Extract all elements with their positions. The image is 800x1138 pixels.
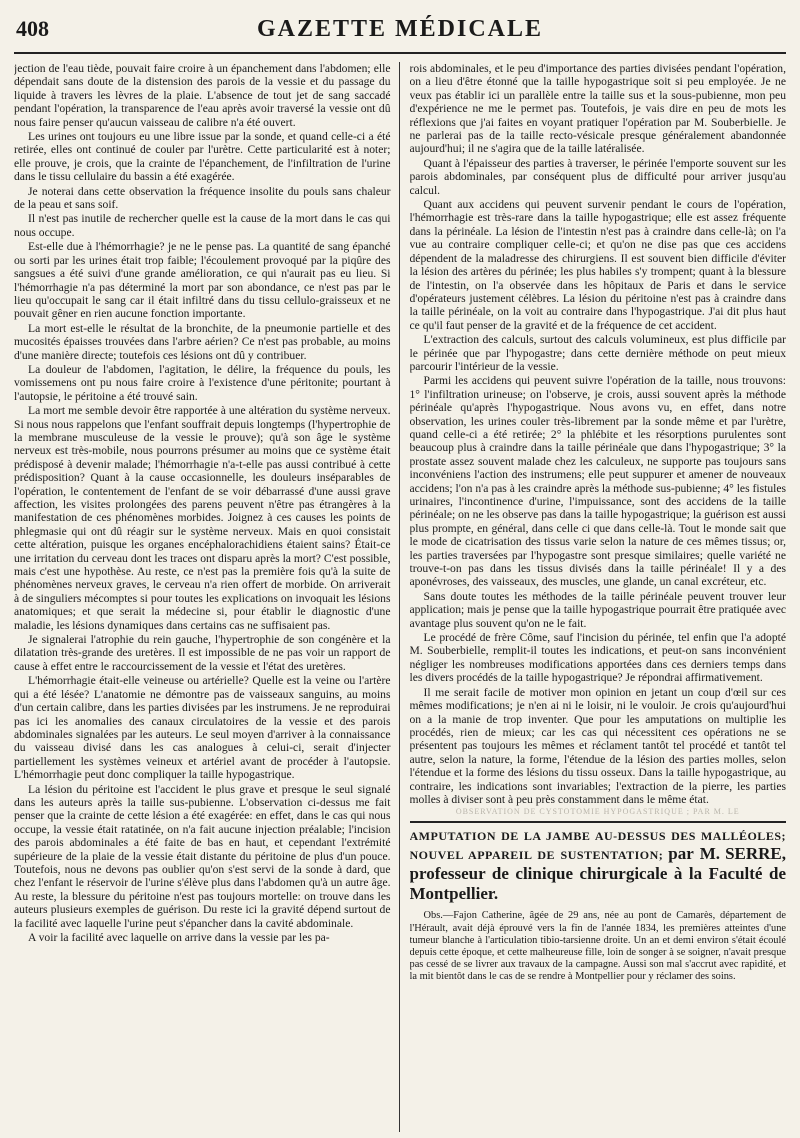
paragraph: Il me serait facile de motiver mon opinion en jetant un coup d'œil sur ces mêmes modifications; je n'en ai ni le loisir, ni le vouloir. Je crois qu'aujourd'hui on a la manie de trop inventer. Que pour les amputations on multiplie les procédés, rien de mieux; car les cas qui nécessitent ces opérations ne se présentent pas toujours les mêmes et réclament tantôt tel procédé et tantôt tel autre, selon la nature, la forme, l'étendue de la lésion des parties molles, selon l'étendue et la forme des lésions du tissu osseux. Dans la taille hypogastrique, au contraire, les indications sont invariables; l'extraction de la pierre, les parties molles à diviser sont à peu près constamment dans le même état. [409, 685, 786, 806]
paragraph: A voir la facilité avec laquelle on arrive dans la vessie par les pa- [28, 931, 330, 944]
paragraph: Il n'est pas inutile de rechercher quelle est la cause de la mort dans le cas qui nous occupe. [14, 212, 391, 239]
author-prefix: par M. [668, 844, 721, 864]
paragraph: Le procédé de frère Côme, sauf l'incision du périnée, tel enfin que l'a adopté M. Souberbielle, remplit-il toutes les indications, et peut-on sans inconvénient négliger les nombreuses modifications apportées dans ces derniers temps dans les divers procédés de la taille hypogastrique? Je répondrai affirmativement. [409, 631, 786, 685]
text-columns [14, 62, 786, 1132]
paragraph: Je noterai dans cette observation la fréquence insolite du pouls sans chaleur de la peau et sans soif. [14, 184, 391, 212]
paragraph: L'extraction des calculs, surtout des calculs volumineux, est plus difficile par le périnée que par l'hypogastre; dans cette dernière méthode on peut mieux parcourir l'intérieur de la vessie. [409, 333, 786, 373]
paragraph: La lésion du péritoine est l'accident le plus grave et presque le seul signalé dans les auteurs après la taille sus-pubienne. L'observation ci-dessus me fait penser que la crainte de cette lésion a été exagérée: en effet, dans le cas qui nous occupe, la vessie était ratatinée, on n'a fait aucune injection préalable; l'incision des parois abdominales a été faite de bas en haut, et cependant l'extrémité supérieure de la plaie de la vessie était distante du péritoine de plus d'un pouce. Toutefois, nous ne devons pas oublier qu'on s'est servi de la sonde à dard, que chez l'enfant le réservoir de l'urine s'élève plus dans l'abdomen qu'à un autre âge. Au reste, la blessure du péritoine n'est pas toujours mortelle: on trouve dans les auteurs plusieurs exemples de guérison. Du reste ici la gravité dépend surtout de la facilité avec laquelle l'urine peut s'épancher dans la cavité abdominale. [14, 782, 391, 930]
paragraph: Les urines ont toujours eu une libre issue par la sonde, et quand celle-ci a été retirée, elles ont continué de couler par l'urètre. Cette particularité est à noter; elle prouve, je crois, que la crainte de l'épanchement, de l'infiltration de l'urine dans le tissu cellulaire du bassin a été exagérée. [14, 130, 391, 184]
page-number: 408 [16, 16, 49, 41]
section-divider [410, 821, 787, 823]
faded-show-through-line: OBSERVATION DE CYSTOTOMIE HYPOGASTRIQUE ; PAR M. LE [455, 807, 740, 817]
journal-title: GAZETTE MÉDICALE [256, 16, 544, 42]
paragraph: La mort me semble devoir être rapportée à une altération du système nerveux. Si nous nous rappelons que l'enfant souffrait depuis longtemps (l'hypertrophie de la membrane musculeuse de la vessie le prouve); qu'à son âge le système nerveux est très-mobile, nous pourrons présumer au moins que ce système était prédisposé à devenir malade; l'hémorrhagie n'a-t-elle pas aussi contribué à cette prédisposition? Quant à la cause occasionnelle, les douleurs inséparables de l'opération, le contentement de l'enfant de se voir débarrassé d'une aussi grave affection, les visites prolongées des parens peuvent n'être pas étrangères à la manifestation de ces phénomènes morbides. Joignez à ces causes les points de phlegmasie qui ont dû réagir sur le système nerveux. Mais en quoi consistait cette altération, puisque les organes encéphalorachidiens étaient sains? Était-ce une irritation du cerveau dont les traces ont disparu après la mort? C'est possible, mais c'est une hypothèse. Au reste, ce n'est pas la première fois qu'à la suite de phénomènes nerveux graves, le cerveau n'a rien offert de morbide. On arriverait à de singuliers mécomptes si pour toutes les explications on invoquait les lésions anatomiques; et que serait la médecine si, pour établir le diagnostic d'une maladie, les lésions dynamiques dans certains cas ne suffisaient pas. [14, 404, 391, 632]
article-title-caps: AMPUTATION DE LA JAMBE AU-DESSUS DES MALLÉOLES; NOUVEL APPAREIL DE SUSTENTATION; [409, 829, 786, 863]
paragraph: Quant à l'épaisseur des parties à traverser, le périnée l'emporte souvent sur les parois abdominales, par conséquent plus de difficulté pour arriver jusqu'au calcul. [409, 156, 786, 197]
paragraph: La mort est-elle le résultat de la bronchite, de la pneumonie partielle et des mucosités épaisses trouvées dans l'arbre aérien? Ce n'est pas probable, au moins d'une manière directe; toutefois ces lésions ont dû y contribuer. [14, 321, 391, 362]
paragraph: Sans doute toutes les méthodes de la taille périnéale peuvent trouver leur application; mais je pense que la taille hypogastrique pourrait être pratiquée avec avantage plus souvent qu'on ne le fait. [409, 589, 786, 630]
right-column [410, 62, 787, 1132]
article-title [410, 829, 787, 904]
paragraph: Est-elle due à l'hémorrhagie? je ne le pense pas. La quantité de sang épanché ou sorti par les urines était trop faible; l'écoulement provoqué par la piqûre des sangsues a été suivi d'une grande amélioration, ce qui n'aurait pas eu lieu. Si l'hémorrhagie n'a pas déterminé la mort par son abondance, ce n'est pas par le lieu qu'occupait le sang car il était infiltré dans du tissu cellulo-graisseux et ne pouvait gêner en rien aucune fonction importante. [14, 240, 391, 321]
left-column [14, 62, 400, 1132]
author-role: professeur de clinique chirurgicale à la Faculté de Montpellier. [409, 864, 786, 904]
paragraph: rois abdominales, et le peu d'importance des parties divisées pendant l'opération, on a lieu d'être étonné que la taille hypogastrique soit si peu employée. Je ne veux pas établir ici un parallèle entre la taille sus et la sous-pubienne, mon peu d'expérience ne me le permet pas. Toutefois, je vais dire en peu de mots les réflexions que j'ai faites en voyant pratiquer l'opération par M. Souberbielle. Je ne parlerai pas de la taille recto-vésicale presque généralement abandonnée aujourd'hui; il ne s'agira que de la taille latéralisée. [409, 62, 786, 156]
author-name: SERRE, [725, 844, 786, 864]
paragraph: Je signalerai l'atrophie du rein gauche, l'hypertrophie de son congénère et la dilatation très-grande des uretères. Il est impossible de ne pas voir un rapport de cause à effet entre le raccourcissement de la vessie et l'état des uretères. [14, 633, 391, 673]
paragraph: Quant aux accidens qui peuvent survenir pendant le cours de l'opération, l'hémorrhagie est très-rare dans la taille hypogastrique; elle est assez fréquente dans la périnéale. La lésion de l'intestin n'est pas à craindre dans celle-là; on l'a vue au contraire compliquer celle-ci; et qu'on ne dise pas que ces accidens dépendent de la maladresse des chirurgiens. Il est souvent bien difficile d'éviter la lésion des artères du périnée; les plus habiles s'y trompent; quant à la blessure de l'intestin, on l'a observée dans les hôpitaux de Paris et dans le service d'opérateurs justement célèbres. La lésion du péritoine n'est pas à craindre dans la taille périnéale, on la voit au contraire dans l'hypogastrique. J'ai dit plus haut ce qu'il faut penser de la gravité et de la fréquence de cet accident. [409, 198, 786, 332]
paragraph: Parmi les accidens qui peuvent suivre l'opération de la taille, nous trouvons: 1° l'infiltration urineuse; on l'observe, je crois, aussi souvent après la méthode périnéale qu'après l'hypogastrique. Nous avons vu, en effet, dans notre observation, les urines couler très-librement par la sonde même et par l'urètre, quand celle-ci a été retirée; 2° la phlébite et les résorptions purulentes sont beaucoup plus à craindre dans la taille périnéale que dans l'hypogastrique; 3° la prostate assez souvent malade chez les calculeux, ne supporte pas toujours sans inconvéniens l'action des instrumens; elle peut suppurer et amener de nouveaux accidens; l'on n'a pas à les craindre après la méthode sus-pubienne; 4° les fistules urinaires, l'incontinence d'urine, l'impuissance, sont des accidens de la taille périnéale; on ne les observe pas dans la taille hypogastrique; la guérison est aussi plus prompte, en général, dans celle ci que dans celle-là. Tout le monde sait que le mode de cicatrisation des tissus varie selon la nature de ces mêmes tissus; or, les parties traversées par l'hypogastre sont presque similaires; quelle variété ne trouve-t-on pas dans les tissus divisés dans la taille périnéale! Il y a des aponévroses, des vaisseaux, des muscles, une glande, un canal excréteur, etc. [409, 374, 786, 589]
paragraph: La douleur de l'abdomen, l'agitation, le délire, la fréquence du pouls, les vomissemens ont pu nous faire croire à l'existence d'une péritonite; pourtant à l'autopsie, le péritoine a été trouvé sain. [14, 362, 391, 403]
paragraph: L'hémorrhagie était-elle veineuse ou artérielle? Quelle est la veine ou l'artère qui a été lésée? L'anatomie ne démontre pas de vaisseaux sanguins, au moins d'un certain calibre, dans les parties divisées par les instrumens. Je ne reproduirai pas ici les anomalies des canaux circulatoires de la vessie et des parois abdominales signalées par les auteurs. Le seul moyen d'arriver à la connaissance du vaisseau divisé dans les cas analogues à celui-ci, serait d'injecter partiellement les systèmes veineux et artériel avant de procéder à l'autopsie. L'hémorrhagie peut donc compliquer la taille hypogastrique. [14, 674, 391, 782]
paragraph: jection de l'eau tiède, pouvait faire croire à un épanchement dans l'abdomen; elle dépendait sans doute de la distension des parois de la vessie et du passage du liquide à travers les lèvres de la plaie. L'absence de tout jet de sang saccadé pendant l'opération, la transparence de l'eau après avoir traversé la vessie ont dû nous faire penser qu'aucun vaisseau de calibre n'a été ouvert. [14, 62, 391, 129]
page-header [14, 14, 786, 54]
observation-paragraph: Obs.—Fajon Catherine, âgée de 29 ans, née au pont de Camarès, département de l'Hérault, avait déjà éprouvé vers la fin de l'année 1834, les premières atteintes d'une tumeur blanche à l'articulation tibio-tarsienne droite. Un an et demi environ s'était écoulé depuis cette époque, et cette malheureuse fille, loin de songer à se soigner, n'avait presque pas cessé de se livrer aux travaux de la campagne. Aussi son mal s'accrut avec rapidité, et la mit bientôt dans le cas de se rendre à Montpellier pour y réclamer des soins. [409, 910, 786, 983]
